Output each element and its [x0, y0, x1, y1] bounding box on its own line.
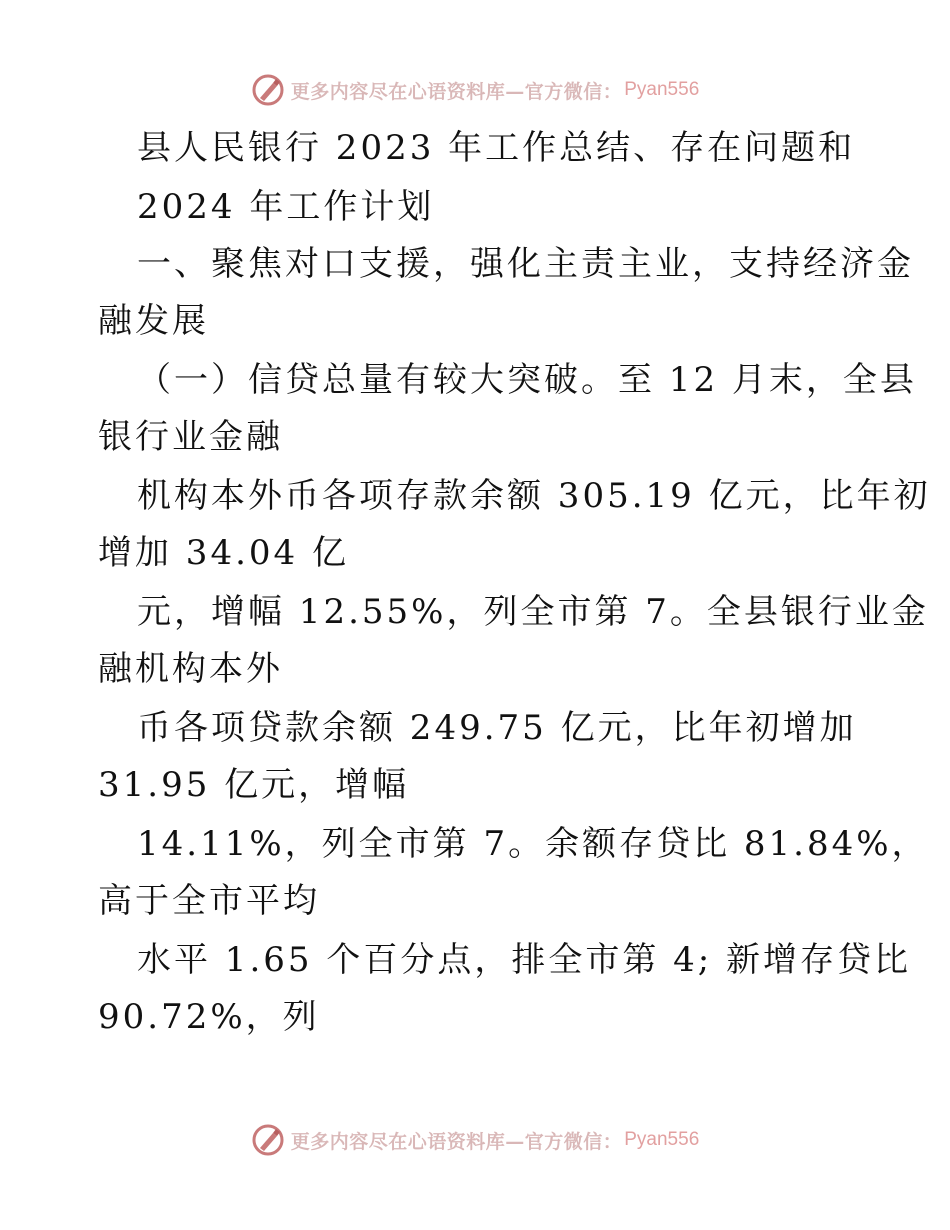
paragraph-line: 融机构本外	[98, 649, 283, 689]
paragraph-line: 水平 1.65 个百分点，排全市第 4; 新增存贷比	[137, 940, 912, 980]
paragraph-line: 增加 34.04 亿	[98, 533, 349, 573]
watermark-wechat-id: Pyan556	[624, 79, 700, 100]
doc-title-line-1: 县人民银行 2023 年工作总结、存在问题和	[137, 128, 856, 168]
paragraph-line: 币各项贷款余额 249.75 亿元，比年初增加	[137, 708, 857, 748]
paragraph-line: 90.72%，列	[98, 997, 320, 1037]
paragraph-line: 银行业金融	[98, 417, 283, 457]
watermark-header	[0, 70, 950, 110]
pen-logo-icon	[251, 73, 285, 107]
watermark-footer	[0, 1120, 950, 1160]
watermark-text: 更多内容尽在心语资料库—官方微信：	[290, 80, 623, 103]
paragraph-line: 元，增幅 12.55%，列全市第 7。全县银行业金	[137, 592, 929, 632]
paragraph-line: 机构本外币各项存款余额 305.19 亿元，比年初	[137, 476, 931, 516]
paragraph-line: 31.95 亿元，增幅	[98, 765, 410, 805]
paragraph-line: 14.11%，列全市第 7。余额存贷比 81.84%，	[137, 824, 929, 864]
paragraph-line: 高于全市平均	[98, 881, 320, 921]
section-heading-line-2: 融发展	[98, 301, 209, 341]
section-heading-line-1: 一、聚焦对口支援，强化主责主业，支持经济金	[137, 244, 914, 284]
paragraph-line: （一）信贷总量有较大突破。至 12 月末，全县	[137, 360, 917, 400]
doc-title-line-2: 2024 年工作计划	[137, 187, 435, 227]
pen-logo-icon	[251, 1123, 285, 1157]
watermark-text: 更多内容尽在心语资料库—官方微信：	[290, 1130, 623, 1153]
watermark-wechat-id: Pyan556	[624, 1129, 700, 1150]
